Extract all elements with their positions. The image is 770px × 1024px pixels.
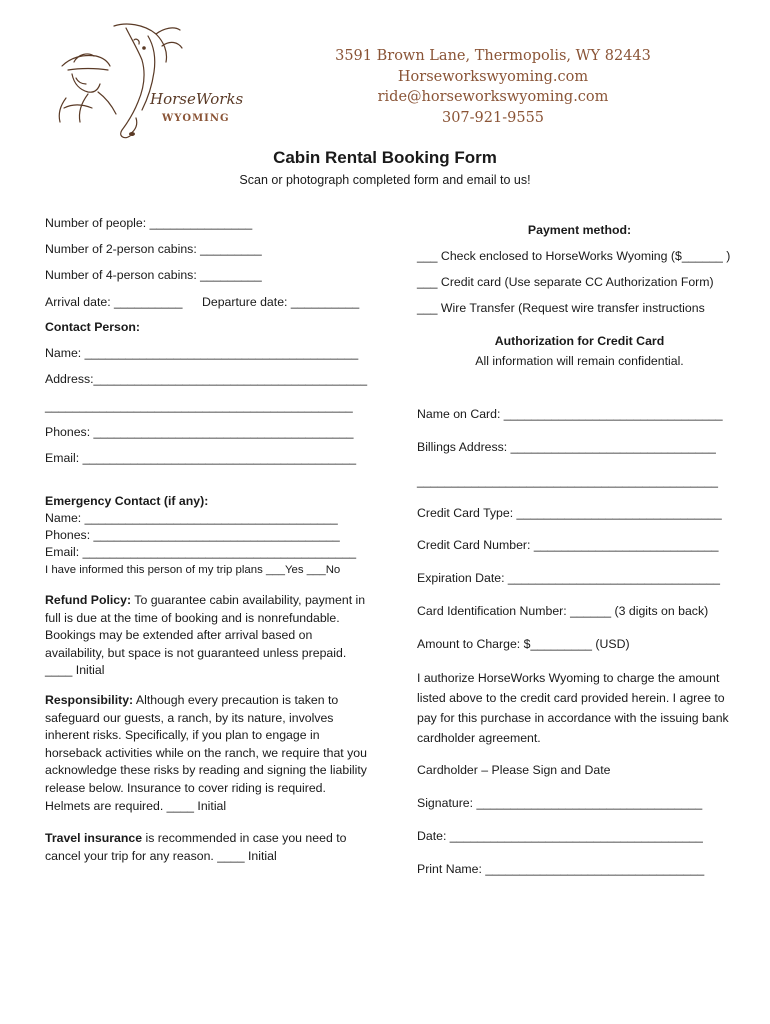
emergency-contact-heading: Emergency Contact (if any): [45,494,209,508]
contact-address-line2-field[interactable]: _____________________________________________ [45,399,353,413]
credit-card-number-field[interactable]: Credit Card Number: ___________________________ [417,538,719,552]
payment-method-heading: Payment method: [527,223,632,237]
form-subtitle: Scan or photograph completed form and email to us! [239,173,531,187]
travel-insurance-text: is recommended in case you need to cancel your trip for any reason. ____ Initial [45,831,347,863]
refund-initial-field[interactable]: ____ Initial [45,663,105,678]
card-identification-number-field[interactable]: Card Identification Number: ______ (3 digits on back) [417,604,709,618]
arrival-date-field[interactable]: Arrival date: __________ [45,295,183,309]
responsibility-label: Responsibility: [45,693,134,707]
emergency-email-field[interactable]: Email: ________________________________________ [45,545,357,559]
amount-to-charge-field[interactable]: Amount to Charge: $_________ (USD) [417,637,630,651]
travel-insurance-label: Travel insurance [45,831,143,845]
expiration-date-field[interactable]: Expiration Date: _______________________________ [417,571,720,585]
authorization-statement: I authorize HorseWorks Wyoming to charge the amount listed above to the credit card provided herein. I agree to pay for this purchase in accordance with the issuing bank cardholder agreement. [417,671,729,745]
billing-address-line2-field[interactable]: ____________________________________________ [417,474,718,488]
date-field[interactable]: Date: _____________________________________ [417,829,703,843]
emergency-name-field[interactable]: Name: _____________________________________ [45,511,338,525]
contact-address-field[interactable]: Address:________________________________________ [45,372,368,386]
form-title: Cabin Rental Booking Form [273,148,497,167]
company-contact-block [300,46,686,128]
print-name-field[interactable]: Print Name: ________________________________ [417,862,705,876]
refund-policy-paragraph [45,592,371,680]
credit-card-authorization-heading: Authorization for Credit Card [494,334,665,348]
responsibility-text: Although every precaution is taken to safeguard our guests, a ranch, by its nature, involves inherent risks. Specifically, if you plan to engage in horseback activities while on the ranch, we require that you acknowledge these risks by reading and signing the liability release below. Insurance to cover riding is required. Helmets are required. ____ Initial [45,693,367,813]
company-website[interactable]: Horseworkswyoming.com [397,68,589,85]
billing-address-field[interactable]: Billings Address: ______________________________ [417,440,716,454]
contact-phones-field[interactable]: Phones: ______________________________________ [45,425,354,439]
two-person-cabins-field[interactable]: Number of 2-person cabins: _________ [45,242,262,256]
refund-policy-text: To guarantee cabin availability, payment in full is due at the time of booking and is nonrefundable. Bookings may be extended after arrival based on availability, but space is not guaranteed unless prepaid. [45,593,366,660]
trip-plans-informed-checkbox[interactable]: I have informed this person of my trip plans ___Yes ___No [45,564,341,576]
horseworks-logo [52,18,252,143]
payment-check-option[interactable]: ___ Check enclosed to HorseWorks Wyoming ($______ ) [417,249,731,263]
company-email[interactable]: ride@horseworkswyoming.com [377,89,609,105]
horse-and-rider-illustration [52,18,252,143]
name-on-card-field[interactable]: Name on Card: ________________________________ [417,407,723,421]
number-of-people-field[interactable]: Number of people: _______________ [45,216,253,230]
refund-policy-label: Refund Policy: [45,593,132,607]
payment-credit-card-option[interactable]: ___ Credit card (Use separate CC Authorization Form) [417,275,714,289]
travel-insurance-paragraph [45,830,371,865]
logo-wordmark: HorseWorks [150,90,244,108]
payment-wire-transfer-option[interactable]: ___ Wire Transfer (Request wire transfer instructions [417,301,705,315]
responsibility-paragraph [45,692,371,815]
cardholder-sign-heading: Cardholder – Please Sign and Date [417,763,611,777]
logo-subtext: WYOMING [162,113,230,124]
emergency-phones-field[interactable]: Phones: ____________________________________ [45,528,340,542]
four-person-cabins-field[interactable]: Number of 4-person cabins: _________ [45,268,262,282]
contact-email-field[interactable]: Email: ________________________________________ [45,451,357,465]
contact-person-heading: Contact Person: [45,320,140,334]
departure-date-field[interactable]: Departure date: __________ [202,295,360,309]
company-phone: 307-921-9555 [441,109,545,126]
confidentiality-note: All information will remain confidential. [475,354,684,368]
signature-field[interactable]: Signature: _________________________________ [417,796,703,810]
contact-name-field[interactable]: Name: ________________________________________ [45,346,359,360]
credit-card-type-field[interactable]: Credit Card Type: ______________________________ [417,506,722,520]
company-address: 3591 Brown Lane, Thermopolis, WY 82443 [335,48,651,64]
